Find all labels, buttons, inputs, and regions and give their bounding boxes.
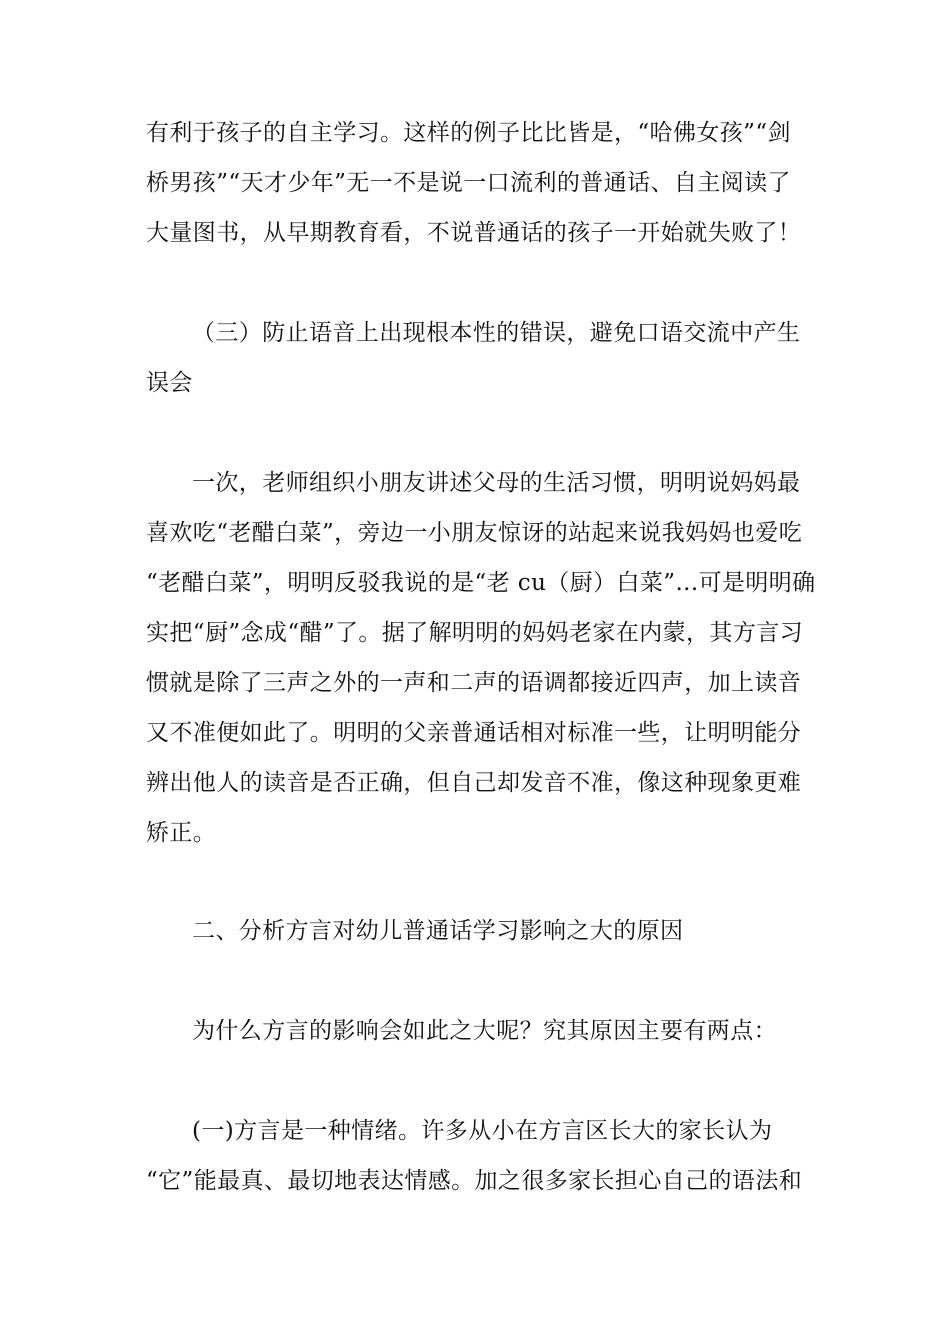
text-line: 桥男孩”“天才少年”无一不是说一口流利的普通话、自主阅读了 [146, 170, 791, 196]
text-line: 有利于孩子的自主学习。这样的例子比比皆是，“哈佛女孩”“剑 [146, 120, 791, 146]
text-line: 惯就是除了三声之外的一声和二声的语调都接近四声，加上读音 [146, 670, 802, 696]
text-line: 又不准便如此了。明明的父亲普通话相对标准一些，让明明能分 [146, 720, 802, 746]
text-line: 误会 [146, 370, 193, 396]
text-line: 矫正。 [146, 820, 217, 846]
text-line: 大量图书，从早期教育看，不说普通话的孩子一开始就失败了！ [146, 220, 802, 246]
text-line: 辨出他人的读音是否正确，但自己却发音不准，像这种现象更难 [146, 770, 802, 796]
text-line: 二、分析方言对幼儿普通话学习影响之大的原因 [192, 918, 684, 944]
text-line: 喜欢吃“老醋白菜”，旁边一小朋友惊讶的站起来说我妈妈也爱吃 [146, 520, 803, 546]
text-line: 一次，老师组织小朋友讲述父母的生活习惯，明明说妈妈最 [192, 470, 801, 496]
text-line: 实把“厨”念成“醋”了。据了解明明的妈妈老家在内蒙，其方言习 [146, 620, 804, 646]
paragraph-example [146, 458, 816, 858]
paragraph-question [146, 1006, 810, 1056]
text-line: （三）防止语音上出现根本性的错误，避免口语交流中产生 [192, 320, 801, 346]
section-heading-three [146, 308, 810, 408]
text-line: (一)方言是一种情绪。许多从小在方言区长大的家长认为 [192, 1118, 773, 1144]
paragraph-point-one [146, 1106, 810, 1206]
text-line: “它”能最真、最切地表达情感。加之很多家长担心自己的语法和 [146, 1168, 803, 1194]
text-line: “老醋白菜”，明明反驳我说的是“老 cu（厨）白菜”...可是明明确 [146, 570, 816, 596]
text-line: 为什么方言的影响会如此之大呢？究其原因主要有两点： [192, 1018, 777, 1044]
section-heading-two [146, 906, 810, 956]
paragraph-continuation [146, 108, 810, 258]
